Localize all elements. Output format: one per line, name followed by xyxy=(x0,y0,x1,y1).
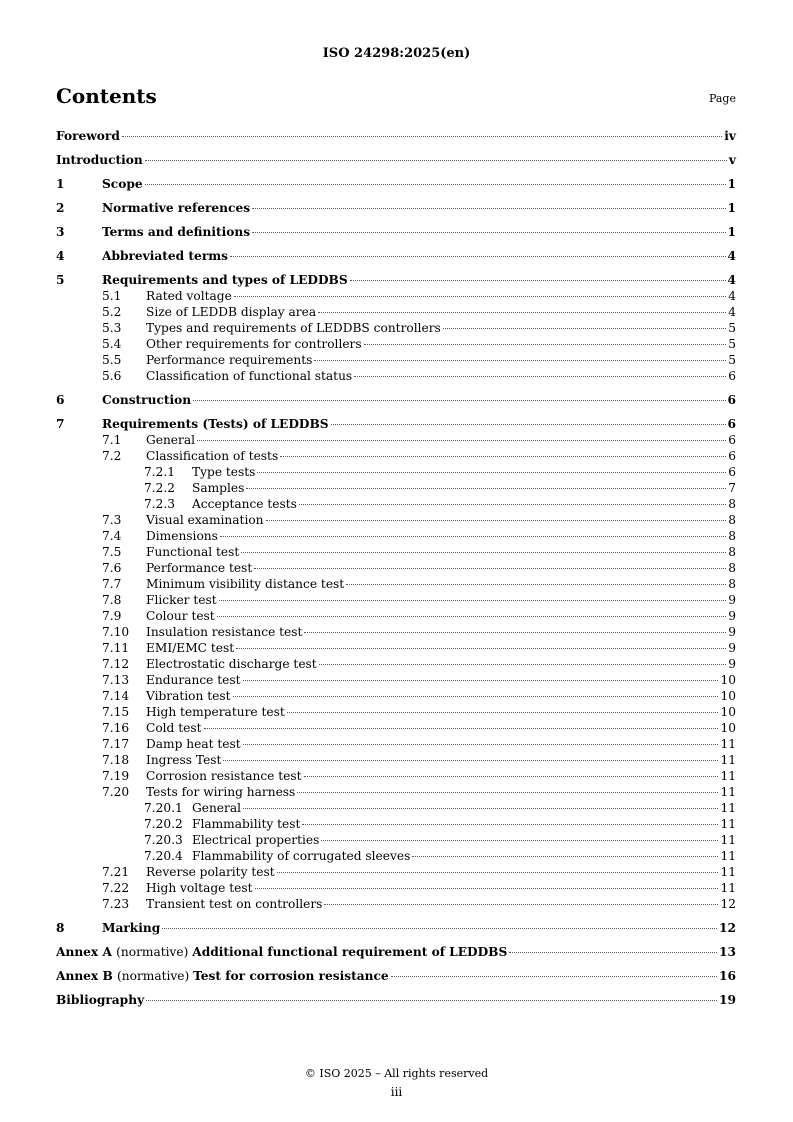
dot-leader xyxy=(257,472,726,473)
toc-entry-page: 6 xyxy=(728,449,736,463)
dot-leader xyxy=(287,712,719,713)
toc-entry-title: Minimum visibility distance test xyxy=(146,577,345,591)
dot-leader xyxy=(324,904,718,905)
toc-entry-page: 12 xyxy=(720,897,736,911)
toc-entry-page: 10 xyxy=(720,705,736,719)
toc-entry-number: 7 xyxy=(56,417,65,431)
toc-entry-title: Ingress Test xyxy=(146,753,222,767)
toc-entry-page: 8 xyxy=(728,497,736,511)
toc-entry-page: 4 xyxy=(727,249,736,263)
toc-entry-page: 1 xyxy=(727,177,736,191)
toc-entry-page: 8 xyxy=(728,545,736,559)
toc-entry-title: Performance test xyxy=(146,561,253,575)
toc-entry[interactable] xyxy=(56,784,736,800)
toc-entry[interactable] xyxy=(56,480,736,496)
toc-entry[interactable] xyxy=(56,800,736,816)
toc-entry-page: 12 xyxy=(719,921,736,935)
dot-leader xyxy=(145,184,726,185)
dot-leader xyxy=(204,728,719,729)
toc-entry[interactable] xyxy=(56,392,736,408)
toc-entry-title: Requirements and types of LEDDBS xyxy=(102,273,348,287)
toc-entry[interactable] xyxy=(56,608,736,624)
toc-entry[interactable] xyxy=(56,320,736,336)
toc-entry-title: Classification of functional status xyxy=(146,369,353,383)
toc-entry-title: Samples xyxy=(192,481,245,495)
toc-entry-page: 11 xyxy=(720,865,736,879)
toc-entry-title: Performance requirements xyxy=(146,353,313,367)
toc-entry-page: 6 xyxy=(727,417,736,431)
dot-leader xyxy=(241,552,726,553)
page-title: Contents xyxy=(56,84,157,108)
document-id-header: ISO 24298:2025(en) xyxy=(322,46,471,61)
toc-entry[interactable] xyxy=(56,304,736,320)
toc-entry-title: Normative references xyxy=(102,201,251,215)
toc-entry-page: 8 xyxy=(728,561,736,575)
toc-entry-number: 7.17 xyxy=(102,737,130,751)
dot-leader xyxy=(223,760,718,761)
toc-entry-title: Type tests xyxy=(192,465,256,479)
dot-leader xyxy=(146,1000,717,1001)
toc-entry-page: 11 xyxy=(720,753,736,767)
toc-entry[interactable] xyxy=(56,128,736,144)
toc-entry-number: 5.5 xyxy=(102,353,122,367)
toc-entry[interactable] xyxy=(56,560,736,576)
toc-entry-title: Requirements (Tests) of LEDDBS xyxy=(102,417,329,431)
toc-entry[interactable] xyxy=(56,576,736,592)
toc-entry-page: 1 xyxy=(727,201,736,215)
toc-entry-number: 7.15 xyxy=(102,705,130,719)
toc-entry-page: 6 xyxy=(728,465,736,479)
dot-leader xyxy=(217,616,727,617)
dot-leader xyxy=(219,600,727,601)
toc-entry[interactable] xyxy=(56,528,736,544)
copyright-footer: © ISO 2025 – All rights reserved xyxy=(304,1067,489,1080)
toc-entry-title: Damp heat test xyxy=(146,737,241,751)
dot-leader xyxy=(346,584,726,585)
toc-entry[interactable] xyxy=(56,944,736,960)
toc-entry-page: 11 xyxy=(720,817,736,831)
toc-entry-title: Terms and definitions xyxy=(102,225,251,239)
toc-entry[interactable] xyxy=(56,200,736,216)
toc-entry-page: 11 xyxy=(720,833,736,847)
toc-entry-title: Flammability of corrugated sleeves xyxy=(192,849,411,863)
dot-leader xyxy=(319,664,727,665)
toc-entry[interactable] xyxy=(56,544,736,560)
toc-entry[interactable] xyxy=(56,248,736,264)
toc-entry-title xyxy=(56,968,389,984)
toc-entry[interactable] xyxy=(56,832,736,848)
annex-type: (normative) xyxy=(116,945,193,959)
dot-leader xyxy=(162,928,717,929)
toc-entry-page: 6 xyxy=(728,369,736,383)
toc-entry-number: 7.20.1 xyxy=(144,801,183,815)
dot-leader xyxy=(304,632,726,633)
dot-leader xyxy=(122,136,722,137)
dot-leader xyxy=(252,208,725,209)
toc-entry[interactable] xyxy=(56,656,736,672)
toc-entry-number: 7.4 xyxy=(102,529,122,543)
dot-leader xyxy=(230,256,726,257)
toc-entry-page: 8 xyxy=(728,577,736,591)
toc-entry-title: Introduction xyxy=(56,153,143,167)
toc-entry-title: Corrosion resistance test xyxy=(146,769,302,783)
toc-entry[interactable] xyxy=(56,416,736,432)
toc-entry-title: Insulation resistance test xyxy=(146,625,303,639)
toc-entry-title: Colour test xyxy=(146,609,215,623)
toc-entry-number: 7.2 xyxy=(102,449,122,463)
toc-entry-title: Size of LEDDB display area xyxy=(146,305,317,319)
toc-entry-title: Functional test xyxy=(146,545,240,559)
dot-leader xyxy=(391,976,717,977)
toc-entry[interactable] xyxy=(56,352,736,368)
toc-entry-number: 5.6 xyxy=(102,369,122,383)
toc-entry-number: 7.2.3 xyxy=(144,497,176,511)
toc-entry-page: 4 xyxy=(728,305,736,319)
toc-entry-page: 9 xyxy=(728,657,736,671)
toc-entry-title: Electrostatic discharge test xyxy=(146,657,317,671)
dot-leader xyxy=(280,456,726,457)
annex-title: Additional functional requirement of LEDDBS xyxy=(192,945,508,959)
toc-entry-title: Endurance test xyxy=(146,673,241,687)
toc-entry-number: 7.20 xyxy=(102,785,130,799)
toc-entry-number: 7.6 xyxy=(102,561,122,575)
toc-entry[interactable] xyxy=(56,920,736,936)
toc-entry-title: Rated voltage xyxy=(146,289,232,303)
toc-entry-number: 7.19 xyxy=(102,769,130,783)
toc-entry-page: 19 xyxy=(719,993,736,1007)
toc-entry[interactable] xyxy=(56,768,736,784)
toc-entry-title: Acceptance tests xyxy=(192,497,297,511)
toc-entry[interactable] xyxy=(56,704,736,720)
toc-entry-title: Construction xyxy=(102,393,192,407)
toc-entry-title: Electrical properties xyxy=(192,833,320,847)
toc-entry-number: 7.9 xyxy=(102,609,122,623)
toc-entry-page: 11 xyxy=(720,769,736,783)
toc-entry[interactable] xyxy=(56,720,736,736)
toc-entry-page: 1 xyxy=(727,225,736,239)
toc-entry-title: Flicker test xyxy=(146,593,217,607)
dot-leader xyxy=(299,504,726,505)
toc-entry[interactable] xyxy=(56,464,736,480)
toc-entry-number: 7.13 xyxy=(102,673,130,687)
toc-entry-number: 7.18 xyxy=(102,753,130,767)
toc-entry-page: 13 xyxy=(719,945,736,959)
toc-entry-page: 11 xyxy=(720,785,736,799)
toc-entry-title: Vibration test xyxy=(146,689,231,703)
annex-type: (normative) xyxy=(117,969,194,983)
toc-entry-page: 7 xyxy=(728,481,736,495)
toc-entry-title: High temperature test xyxy=(146,705,285,719)
toc-entry-page: 5 xyxy=(728,337,736,351)
toc-entry[interactable] xyxy=(56,432,736,448)
toc-entry-number: 7.22 xyxy=(102,881,130,895)
toc-entry[interactable] xyxy=(56,816,736,832)
toc-entry-page: 10 xyxy=(720,689,736,703)
toc-entry-page: 5 xyxy=(728,321,736,335)
toc-entry-title: Cold test xyxy=(146,721,202,735)
toc-entry-number: 6 xyxy=(56,393,65,407)
toc-entry-number: 8 xyxy=(56,921,65,935)
annex-label: Annex A xyxy=(56,945,117,959)
toc-entry[interactable] xyxy=(56,688,736,704)
toc-entry-title: Abbreviated terms xyxy=(102,249,228,263)
toc-entry[interactable] xyxy=(56,968,736,984)
toc-entry-title: Tests for wiring harness xyxy=(146,785,296,799)
toc-entry-page: 6 xyxy=(727,393,736,407)
toc-entry-page: 9 xyxy=(728,609,736,623)
toc-entry-title: Flammability test xyxy=(192,817,301,831)
toc-entry-number: 7.2.1 xyxy=(144,465,176,479)
toc-entry-page: 9 xyxy=(728,641,736,655)
toc-entry-number: 5.1 xyxy=(102,289,122,303)
toc-entry-number: 7.5 xyxy=(102,545,122,559)
toc-entry[interactable] xyxy=(56,448,736,464)
dot-leader xyxy=(243,744,719,745)
dot-leader xyxy=(220,536,726,537)
toc-entry-title: Dimensions xyxy=(146,529,218,543)
toc-entry[interactable] xyxy=(56,752,736,768)
toc-entry-number: 7.10 xyxy=(102,625,130,639)
dot-leader xyxy=(314,360,726,361)
toc-entry[interactable] xyxy=(56,880,736,896)
dot-leader xyxy=(331,424,726,425)
toc-entry-page: 10 xyxy=(720,721,736,735)
dot-leader xyxy=(254,568,726,569)
toc-entry[interactable] xyxy=(56,224,736,240)
dot-leader xyxy=(318,312,726,313)
toc-entry-title: Foreword xyxy=(56,129,120,143)
dot-leader xyxy=(354,376,726,377)
toc-entry-number: 7.8 xyxy=(102,593,122,607)
toc-entry-page: 16 xyxy=(719,969,736,983)
toc-entry-number: 2 xyxy=(56,201,65,215)
toc-entry-title: General xyxy=(146,433,195,447)
dot-leader xyxy=(243,808,718,809)
toc-entry-number: 7.12 xyxy=(102,657,130,671)
toc-entry-number: 5.3 xyxy=(102,321,122,335)
toc-entry-number: 7.1 xyxy=(102,433,122,447)
toc-entry-title: Classification of tests xyxy=(146,449,279,463)
page-number: iii xyxy=(390,1085,403,1099)
toc-entry-page: 6 xyxy=(728,433,736,447)
toc-entry[interactable] xyxy=(56,152,736,168)
dot-leader xyxy=(297,792,718,793)
toc-entry[interactable] xyxy=(56,640,736,656)
toc-entry[interactable] xyxy=(56,896,736,912)
toc-entry-title: Scope xyxy=(102,177,143,191)
annex-title: Test for corrosion resistance xyxy=(193,969,389,983)
toc-entry[interactable] xyxy=(56,672,736,688)
toc-entry-page: iv xyxy=(724,129,736,143)
toc-entry-number: 5.2 xyxy=(102,305,122,319)
dot-leader xyxy=(350,280,726,281)
toc-entry[interactable] xyxy=(56,176,736,192)
toc-entry-title: Visual examination xyxy=(146,513,264,527)
dot-leader xyxy=(302,824,718,825)
toc-entry-page: 8 xyxy=(728,529,736,543)
dot-leader xyxy=(236,648,726,649)
toc-entry-number: 7.14 xyxy=(102,689,130,703)
toc-entry-page: 4 xyxy=(727,273,736,287)
toc-entry[interactable] xyxy=(56,272,736,288)
toc-entry-title: Marking xyxy=(102,921,161,935)
toc-entry-number: 5 xyxy=(56,273,65,287)
toc-entry-number: 7.16 xyxy=(102,721,130,735)
toc-entry[interactable] xyxy=(56,992,736,1008)
toc-entry-number: 7.3 xyxy=(102,513,122,527)
toc-entry[interactable] xyxy=(56,736,736,752)
dot-leader xyxy=(304,776,719,777)
toc-entry-title: EMI/EMC test xyxy=(146,641,235,655)
toc-entry-number: 7.20.4 xyxy=(144,849,183,863)
toc-entry-number: 7.21 xyxy=(102,865,130,879)
toc-entry[interactable] xyxy=(56,864,736,880)
annex-label: Annex B xyxy=(56,969,117,983)
dot-leader xyxy=(266,520,727,521)
toc-entry-number: 7.11 xyxy=(102,641,130,655)
toc-entry-title: Bibliography xyxy=(56,993,145,1007)
toc-entry[interactable] xyxy=(56,336,736,352)
toc-entry-number: 5.4 xyxy=(102,337,122,351)
toc-entry[interactable] xyxy=(56,368,736,384)
dot-leader xyxy=(509,952,717,953)
dot-leader xyxy=(412,856,718,857)
toc-entry-number: 1 xyxy=(56,177,65,191)
dot-leader xyxy=(255,888,719,889)
toc-entry-number: 7.7 xyxy=(102,577,122,591)
toc-entry-title xyxy=(56,944,507,960)
toc-entry-page: 11 xyxy=(720,801,736,815)
dot-leader xyxy=(277,872,719,873)
dot-leader xyxy=(234,296,726,297)
dot-leader xyxy=(443,328,726,329)
toc-entry[interactable] xyxy=(56,624,736,640)
toc-entry[interactable] xyxy=(56,512,736,528)
dot-leader xyxy=(364,344,727,345)
toc-entry-title: High voltage test xyxy=(146,881,253,895)
toc-entry-page: 4 xyxy=(728,289,736,303)
dot-leader xyxy=(243,680,719,681)
dot-leader xyxy=(145,160,727,161)
toc-entry-number: 4 xyxy=(56,249,65,263)
dot-leader xyxy=(233,696,719,697)
toc-entry[interactable] xyxy=(56,592,736,608)
toc-entry-page: 11 xyxy=(720,881,736,895)
dot-leader xyxy=(193,400,725,401)
toc-entry-number: 7.23 xyxy=(102,897,130,911)
toc-entry-page: 9 xyxy=(728,625,736,639)
dot-leader xyxy=(246,488,726,489)
table-of-contents xyxy=(56,128,736,1008)
toc-entry-title: Other requirements for controllers xyxy=(146,337,362,351)
toc-entry-number: 7.20.3 xyxy=(144,833,183,847)
toc-entry-page: 11 xyxy=(720,737,736,751)
toc-entry-number: 7.20.2 xyxy=(144,817,183,831)
toc-entry-page: 11 xyxy=(720,849,736,863)
dot-leader xyxy=(197,440,726,441)
toc-entry-page: 5 xyxy=(728,353,736,367)
dot-leader xyxy=(252,232,725,233)
toc-entry-page: 8 xyxy=(728,513,736,527)
toc-entry-title: General xyxy=(192,801,241,815)
toc-entry-page: 9 xyxy=(728,593,736,607)
toc-entry[interactable] xyxy=(56,496,736,512)
toc-entry-number: 3 xyxy=(56,225,65,239)
toc-entry-title: Reverse polarity test xyxy=(146,865,275,879)
toc-entry[interactable] xyxy=(56,848,736,864)
toc-entry-title: Types and requirements of LEDDBS controllers xyxy=(146,321,441,335)
toc-entry-page: 10 xyxy=(720,673,736,687)
toc-entry[interactable] xyxy=(56,288,736,304)
page-column-label: Page xyxy=(708,92,736,105)
dot-leader xyxy=(321,840,718,841)
toc-entry-title: Transient test on controllers xyxy=(146,897,323,911)
toc-entry-page: v xyxy=(728,153,736,167)
toc-entry-number: 7.2.2 xyxy=(144,481,176,495)
